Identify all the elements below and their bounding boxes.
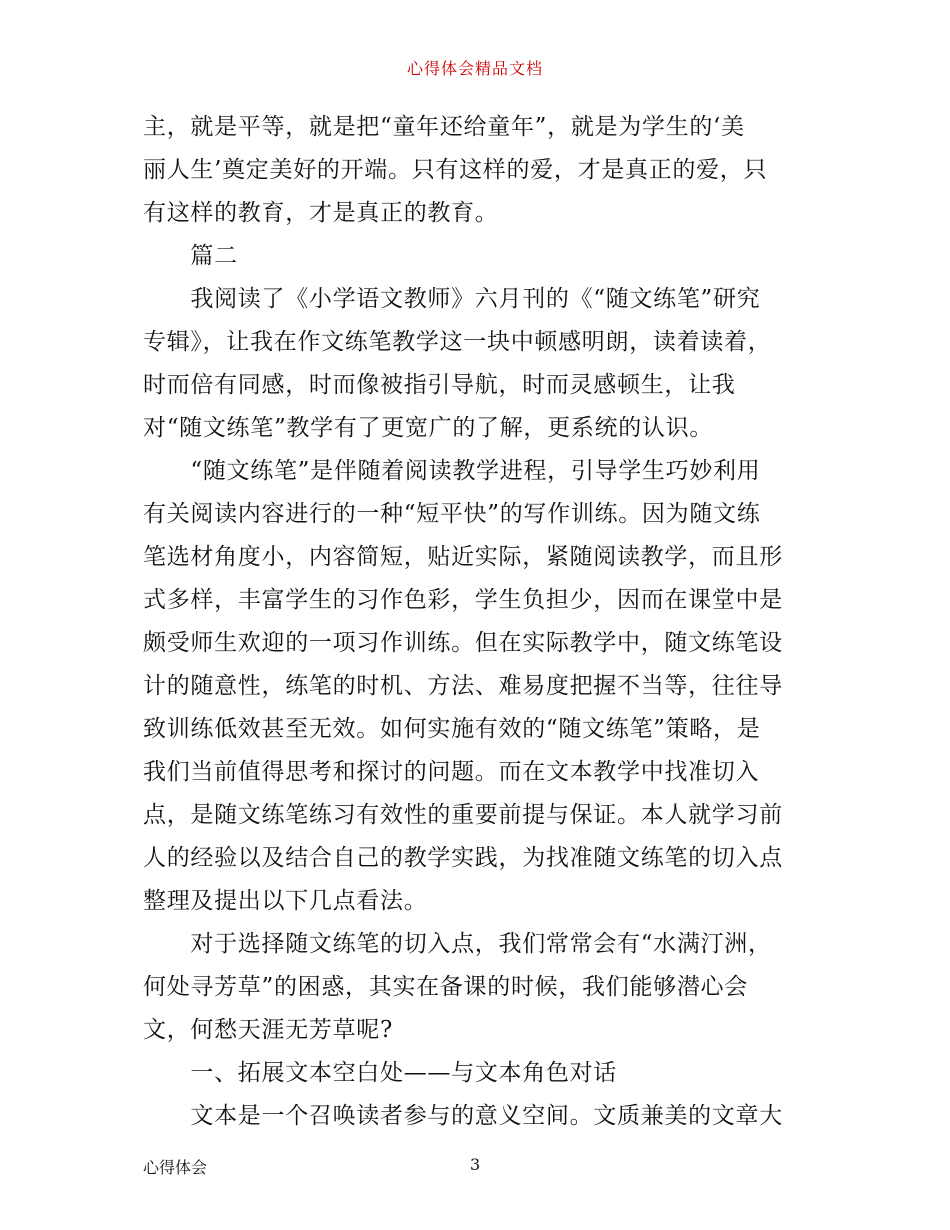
text-line: 丽人生’奠定美好的开端。只有这样的爱，才是真正的爱，只	[143, 157, 768, 183]
text-line: 颇受师生欢迎的一项习作训练。但在实际教学中，随文练笔设	[143, 630, 783, 656]
text-line: 对“随文练笔”教学有了更宽广的了解，更系统的认识。	[143, 415, 714, 441]
text-line: 专辑》，让我在作文练笔教学这一块中顿感明朗，读着读着，	[143, 329, 772, 355]
page-number: 3	[470, 1155, 481, 1174]
subsection-heading: 一、拓展文本空白处——与文本角色对话	[143, 1060, 617, 1086]
text-line: 文本是一个召唤读者参与的意义空间。文质兼美的文章大	[143, 1103, 783, 1129]
text-line: 对于选择随文练笔的切入点，我们常常会有“水满汀洲，	[143, 931, 772, 957]
section-heading: 篇二	[143, 243, 238, 269]
document-body	[143, 106, 813, 1138]
text-line: 有关阅读内容进行的一种“短平快”的写作训练。因为随文练	[143, 501, 761, 527]
text-line: 文，何愁天涯无芳草呢?	[143, 1017, 394, 1043]
text-line: 时而倍有同感，时而像被指引导航，时而灵感顿生，让我	[143, 372, 736, 398]
text-line: “随文练笔”是伴随着阅读教学进程，引导学生巧妙利用	[143, 458, 761, 484]
text-line: 我阅读了《小学语文教师》六月刊的《“随文练笔”研究	[143, 286, 761, 312]
text-line: 有这样的教育，才是真正的教育。	[143, 200, 499, 226]
text-line: 致训练低效甚至无效。如何实施有效的“随文练笔”策略，是	[143, 716, 761, 742]
text-line: 式多样，丰富学生的习作色彩，学生负担少，因而在课堂中是	[143, 587, 783, 613]
text-line: 人的经验以及结合自己的教学实践，为找准随文练笔的切入点	[143, 845, 783, 871]
text-line: 整理及提出以下几点看法。	[143, 888, 428, 914]
text-line: 主，就是平等，就是把“童年还给童年”，就是为学生的‘美	[143, 114, 745, 140]
text-line: 笔选材角度小，内容简短，贴近实际，紧随阅读教学，而且形	[143, 544, 783, 570]
text-line: 计的随意性，练笔的时机、方法、难易度把握不当等，往往导	[143, 673, 783, 699]
text-line: 点，是随文练笔练习有效性的重要前提与保证。本人就学习前	[143, 802, 783, 828]
footer-label: 心得体会	[143, 1158, 208, 1177]
text-line: 我们当前值得思考和探讨的问题。而在文本教学中找准切入	[143, 759, 760, 785]
text-line: 何处寻芳草”的困惑，其实在备课的时候，我们能够潜心会	[143, 974, 748, 1000]
page-header-title: 心得体会精品文档	[406, 59, 543, 78]
